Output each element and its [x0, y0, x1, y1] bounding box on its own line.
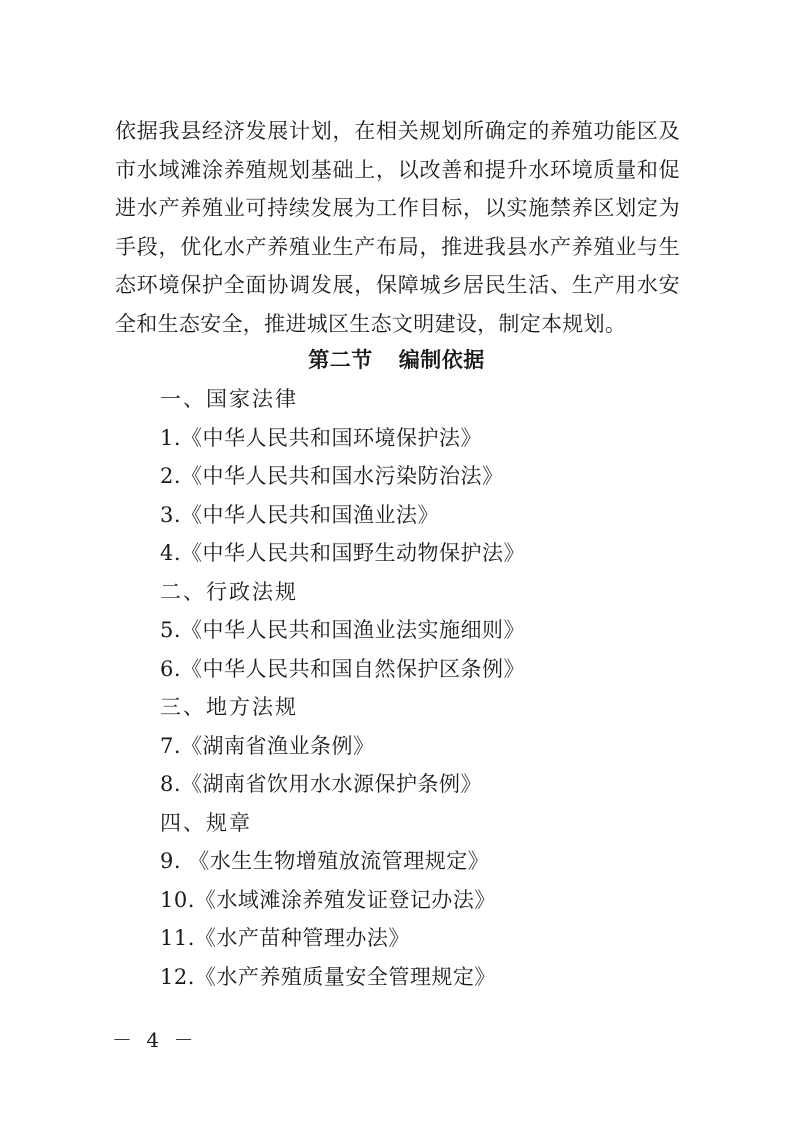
section-number: 第二节	[308, 348, 373, 372]
law-item: 8.《湖南省饮用水水源保护条例》	[160, 772, 483, 796]
category-rules: 四、规章	[160, 811, 252, 835]
section-title: 编制依据	[398, 348, 485, 372]
law-item: 2.《中华人民共和国水污染防治法》	[160, 464, 504, 488]
law-item: 6.《中华人民共和国自然保护区条例》	[160, 657, 526, 681]
law-item: 9. 《水生生物增殖放流管理规定》	[160, 849, 490, 873]
page-number: － 4 －	[112, 1028, 198, 1052]
section-heading	[0, 345, 793, 375]
category-local-regulations: 三、地方法规	[160, 695, 298, 719]
law-item: 7.《湖南省渔业条例》	[160, 734, 375, 758]
category-administrative-regulations: 二、行政法规	[160, 580, 298, 604]
category-national-law: 一、国家法律	[160, 387, 298, 411]
law-item: 1.《中华人民共和国环境保护法》	[160, 426, 483, 450]
law-item: 4.《中华人民共和国野生动物保护法》	[160, 541, 526, 565]
intro-paragraph: 依据我县经济发展计划，在相关规划所确定的养殖功能区及市水域滩涂养殖规划基础上，以改善和提升水环境质量和促进水产养殖业可持续发展为工作目标，以实施禁养区划定为手段，优化水产养殖业生产布局，推进我县水产养殖业与生态环境保护全面协调发展，保障城乡居民生活、生产用水安全和生态安全，推进城区生态文明建设，制定本规划。	[115, 119, 680, 336]
law-item: 11.《水产苗种管理办法》	[160, 926, 410, 950]
law-item: 12.《水产养殖质量安全管理规定》	[160, 965, 496, 989]
law-item: 3.《中华人民共和国渔业法》	[160, 503, 440, 527]
law-item: 5.《中华人民共和国渔业法实施细则》	[160, 618, 526, 642]
law-item: 10.《水域滩涂养殖发证登记办法》	[160, 888, 496, 912]
